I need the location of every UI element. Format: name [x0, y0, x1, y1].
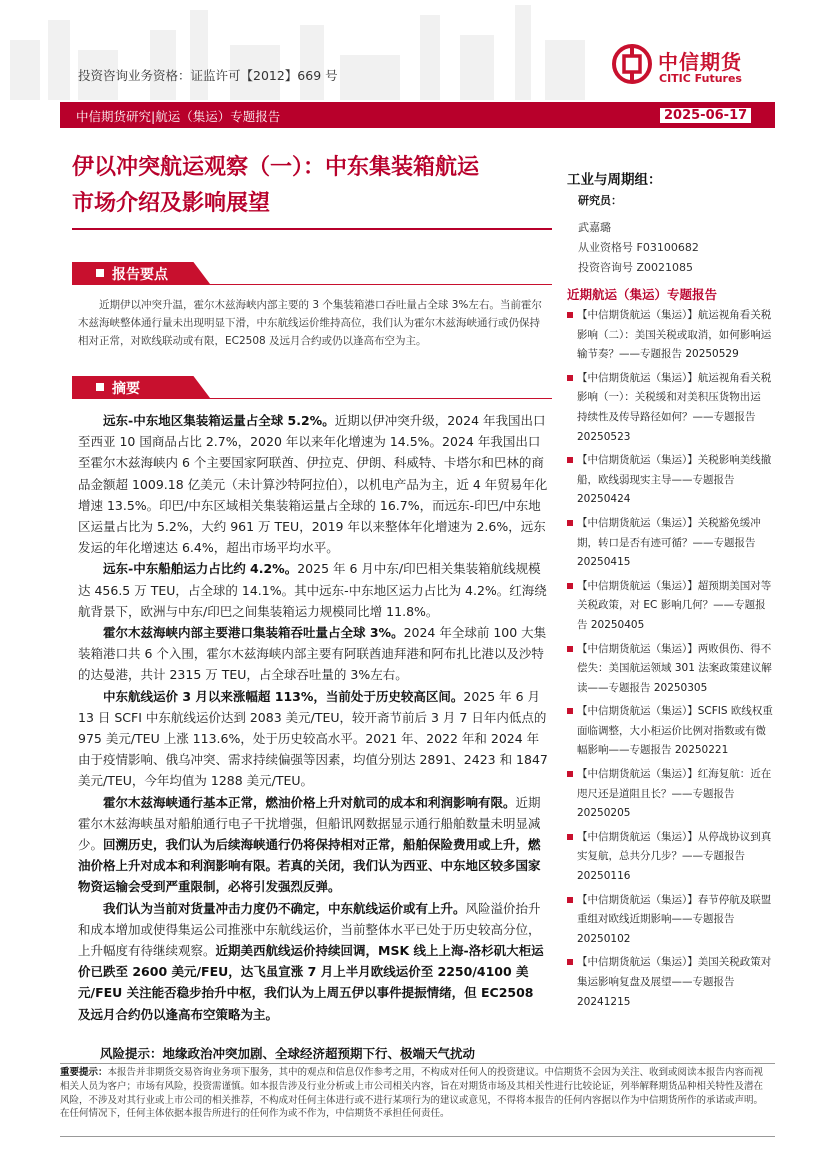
- section-tab-summary: [72, 262, 552, 284]
- logo-cn-text: 中信期货: [658, 50, 742, 74]
- sidebar-group: 工业与周期组：: [567, 172, 662, 188]
- license-text: 投资咨询业务资格：证监许可【2012】669 号: [78, 68, 338, 83]
- related-report-item[interactable]: 【中信期货航运（集运）】关税豁免缓冲期，转口是否有迹可循？——专题报告 20250415: [567, 514, 773, 573]
- related-report-item[interactable]: 【中信期货航运（集运）】两败俱伤、得不偿失：美国航运领域 301 法案政策建议解读——专题报告 20250305: [567, 640, 773, 699]
- title-divider: [72, 228, 552, 230]
- consult-number: 投资咨询号 Z0021085: [578, 261, 694, 274]
- related-report-item[interactable]: 【中信期货航运（集运）】超预期美国对等关税政策，对 EC 影响几何？——专题报告 20250405: [567, 577, 773, 636]
- summary-text: 近期伊以冲突升温，霍尔木兹海峡内部主要的 3 个集装箱港口吞吐量占全球 3%左右。当前霍尔木兹海峡整体通行量未出现明显下滑，中东航线运价维持高位，我们认为霍尔木兹海峡通行或仍保持相对正常，对欧线联动或有限，EC2508 及远月合约或仍以逢高布空为主。: [78, 299, 542, 347]
- related-report-item[interactable]: 【中信期货航运（集运）】航运视角看关税影响（二）：美国关税或取消，如何影响运输节奏？——专题报告 20250529: [567, 306, 773, 365]
- title-line-2: 市场介绍及影响展望: [72, 191, 271, 216]
- related-report-item[interactable]: 【中信期货航运（集运）】SCFIS 欧线权重面临调整，大小柜运价比例对指数或有微幅影响——专题报告 20250221: [567, 702, 773, 761]
- section-tab-label: 报告要点: [112, 267, 168, 283]
- company-logo: [612, 44, 772, 92]
- practice-number: 从业资格号 F03100682: [578, 241, 699, 254]
- tab-square-icon: [96, 269, 104, 277]
- abstract-paragraph: 远东-中东船舶运力占比约 4.2%。2025 年 6 月中东/印巴相关集装箱航线规模达 456.5 万 TEU，占全球的 14.1%。其中远东-中东地区运力占比为 4.2%。红海绕航背景下，欧洲与中东/印巴之间集装箱运力规模同比增 11.8%。: [78, 561, 547, 619]
- disclaimer-text: 重要提示：本报告并非期货交易咨询业务项下服务，其中的观点和信息仅作参考之用，不构成对任何人的投资建议。中信期货不会因为关注、收到或阅读本报告内容而视相关人员为客户；市场有风险，投资需谨慎。如本报告涉及行业分析或上市公司相关内容，旨在对期货市场及其相关性进行比较论证，列举解释期货品种相关特性及潜在风险，不涉及对其行业或上市公司的相关推荐，不构成对任何主体进行或不进行某项行为的建议或意见，不得将本报告的任何内容据以作为中信期货所作的承诺或声明。在任何情况下，任何主体依据本报告所进行的任何作为或不作为，中信期货不承担任何责任。: [60, 1067, 764, 1120]
- related-reports-title: 近期航运（集运）专题报告: [567, 287, 718, 302]
- report-date: 2025-06-17: [660, 108, 751, 123]
- related-report-item[interactable]: 【中信期货航运（集运）】红海复航：近在咫尺还是道阻且长？——专题报告 20250205: [567, 765, 773, 824]
- report-title: [72, 150, 557, 222]
- citic-logo-icon: [612, 44, 652, 84]
- abstract-paragraph: 霍尔木兹海峡内部主要港口集装箱吞吐量占全球 3%。2024 年全球前 100 大集装箱港口共 6 个入围，霍尔木兹海峡内部主要有阿联酋迪拜港和阿布扎比港以及沙特的达曼港，共计 2315 万 TEU，占全球吞吐量的 3%左右。: [78, 625, 547, 683]
- section-tab-abstract: [72, 376, 552, 398]
- related-report-item[interactable]: 【中信期货航运（集运）】春节停航及联盟重组对欧线近期影响——专题报告 20250102: [567, 891, 773, 950]
- abstract-body: [78, 410, 548, 1025]
- abstract-paragraph: 霍尔木兹海峡通行基本正常，燃油价格上升对航司的成本和利润影响有限。近期霍尔木兹海峡虽对船舶通行电子干扰增强，但船讯网数据显示通行船舶数量未明显减少。回溯历史，我们认为后续海峡通行仍将保持相对正常，船舶保险费用或上升，燃油价格上升对成本和利润影响有限。若真的关闭，我们认为西亚、中东地区较多国家物资运输会受到严重限制，必将引发强烈反弹。: [78, 794, 541, 895]
- abstract-paragraph: 远东-中东地区集装箱运量占全球 5.2%。近期以伊冲突升级，2024 年我国出口至西亚 10 国商品占比 2.7%，2020 年以来年化增速为 14.5%。2024 年我国出口至霍尔木兹海峡内 6 个主要国家阿联酋、伊拉克、伊朗、科威特、卡塔尔和巴林的商品金额超 1009.18 亿美元（未计算沙特阿拉伯），以机电产品为主，近 4 年贸易年化增速 13.5%。印巴/中东区域相关集装箱运量占全球的 16.7%，而远东-印巴/中东地区运量占比为 5.2%，大约 961 万 TEU，2019 年以来整体年化增速为 2.6%，远东发运的年化增速达 6.4%，超出市场平均水平。: [78, 413, 548, 556]
- related-report-item[interactable]: 【中信期货航运（集运）】从停战协议到真实复航，总共分几步？——专题报告 20250116: [567, 828, 773, 887]
- risk-warning: 风险提示：地缘政治冲突加剧、全球经济超预期下行、极端天气扰动: [100, 1046, 476, 1061]
- tab-square-icon: [96, 383, 104, 391]
- related-report-item[interactable]: 【中信期货航运（集运）】美国关税政策对集运影响复盘及展望——专题报告 20241215: [567, 953, 773, 1012]
- disclaimer-box: [60, 1063, 775, 1137]
- related-report-item[interactable]: 【中信期货航运（集运）】航运视角看关税影响（一）：关税缓和对美积压货物出运 持续性及传导路径如何？——专题报告 20250523: [567, 369, 773, 447]
- title-line-1: 伊以冲突航运观察（一）：中东集装箱航运: [72, 155, 480, 180]
- abstract-paragraph: 中东航线运价 3 月以来涨幅超 113%，当前处于历史较高区间。2025 年 6 月 13 日 SCFI 中东航线运价达到 2083 美元/TEU，较开斋节前后 3 月 7 日年内低点的 975 美元/TEU 上涨 113.6%，处于历史较高水平。2021 年、2022 年和 2024 年由于疫情影响、俄乌冲突、需求持续偏强等因素，均值分别达 2891、2423 和 1847 美元/TEU，今年均值为 1288 美元/TEU。: [78, 688, 548, 789]
- section-tab-label: 摘要: [112, 381, 140, 397]
- logo-en-text: CITIC Futures: [659, 72, 742, 85]
- sidebar-researcher-label: 研究员：: [578, 194, 622, 207]
- related-reports-list: [567, 306, 773, 1012]
- report-type: 中信期货研究|航运（集运）专题报告: [76, 109, 281, 124]
- related-report-item[interactable]: 【中信期货航运（集运）】关税影响美线撤船，欧线弱现实主导——专题报告 20250424: [567, 451, 773, 510]
- analyst-name: 武嘉璐: [578, 221, 611, 234]
- abstract-paragraph: 我们认为当前对货量冲击力度仍不确定，中东航线运价或有上升。风险溢价抬升和成本增加或使得集运公司推涨中东航线运价，当前整体水平已处于历史较高分位，上升幅度有待继续观察。近期美西航线运价持续回调，MSK 线上上海-洛杉矶大柜运价已跌至 2600 美元/FEU，达飞虽宣涨 7 月上半月欧线运价至 2250/4100 美元/FEU 关注能否稳步抬升中枢，我们认为上周五伊以事件提振情绪，但 EC2508 及远月合约仍以逢高布空策略为主。: [78, 900, 544, 1022]
